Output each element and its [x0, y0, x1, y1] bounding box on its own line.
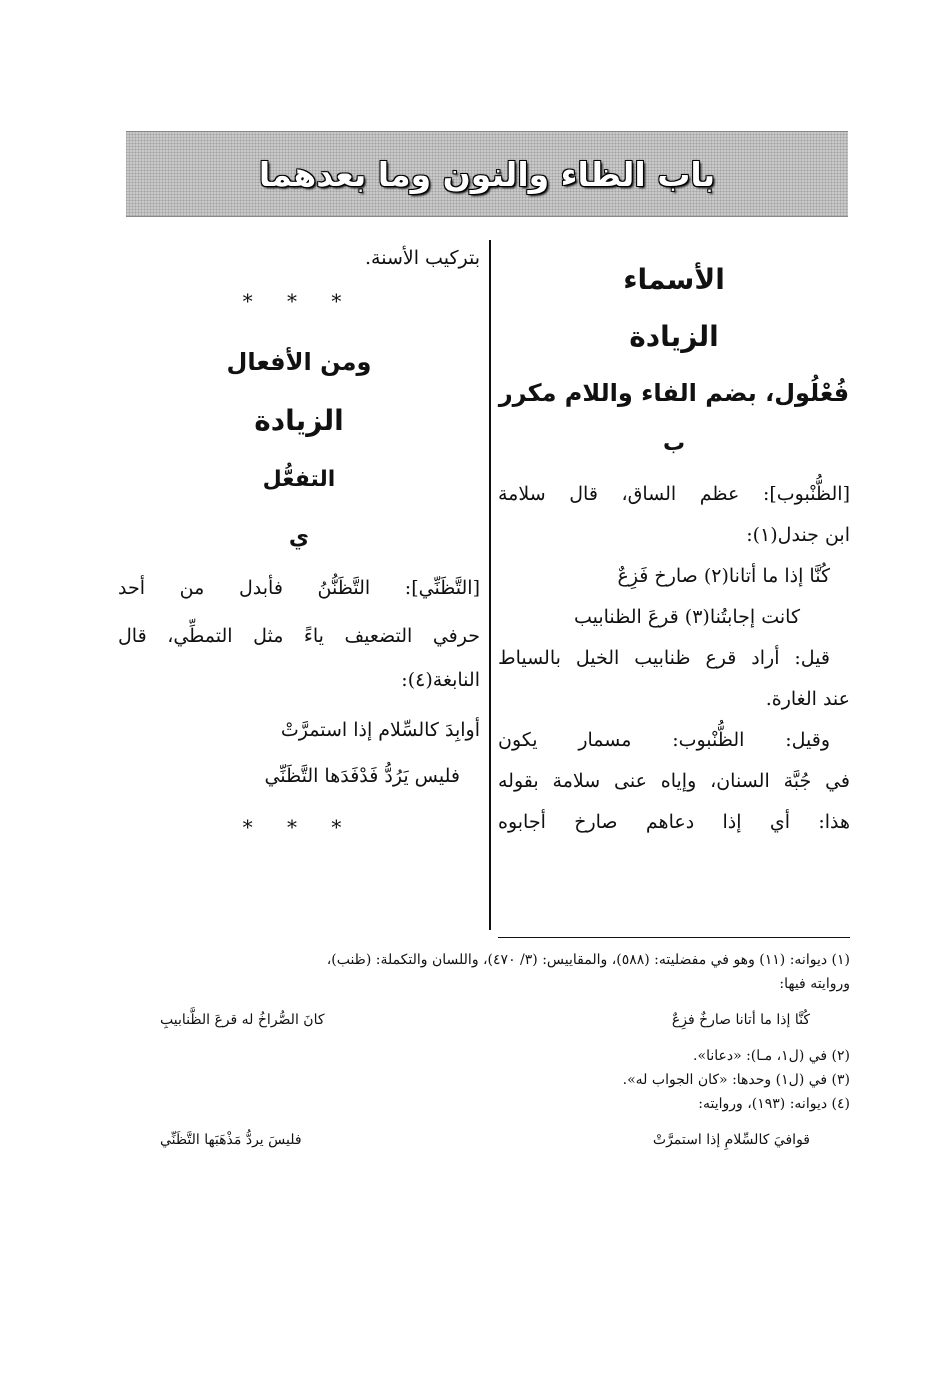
section-heading: الأسماء — [623, 263, 725, 296]
text-line: [التَّظَنِّي]: التَّظَنُّنُ فأبدل من أحد — [118, 577, 480, 599]
pattern-heading: التفعُّل — [262, 467, 336, 492]
verse-line: كانت إجابتُنا(٣) قرعَ الظنابيب — [573, 606, 800, 628]
footnote-3: (٣) في (ل١) وحدها: «كان الجواب له». — [622, 1072, 850, 1088]
text-line: قيل: أراد قرع ظنابيب الخيل بالسياط — [498, 647, 830, 669]
letter-heading: ي — [288, 525, 310, 550]
verse-hemistich: فليسَ يردُّ مَذْهَبَها التَّظَنِّي — [160, 1132, 302, 1148]
text-line: [الظُّنْبوب]: عظم الساق، قال سلامة — [498, 483, 850, 505]
text-line: بتركيب الأسنة. — [365, 247, 480, 269]
column-divider — [489, 240, 491, 930]
verse-hemistich: قوافيَ كالسِّلامِ إذا استمرَّتْ — [652, 1132, 810, 1148]
verse-line: أوابِدَ كالسِّلام إذا استمرَّتْ — [280, 719, 480, 741]
separator-stars: * * * — [242, 289, 356, 313]
footnote-verse — [120, 1116, 850, 1164]
footnote-verse — [120, 996, 850, 1044]
verse-line: كُنَّا إذا ما أتانا(٢) صارخ فَزِعٌ — [617, 565, 830, 587]
footnote-rule — [498, 937, 850, 938]
footnote-1: (١) ديوانه: (١١) وهو في مفضليته: (٥٨٨)، والمقاييس: (٣/ ٤٧٠)، واللسان والتكملة: (ظنب)، — [326, 952, 850, 968]
text-line: عند الغارة. — [765, 688, 850, 710]
pattern-heading: فُعْلُول، بضم الفاء واللام مكرر — [498, 379, 850, 407]
text-line: هذا: أي إذا دعاهم صارخ أجابوه — [498, 811, 850, 833]
left-column — [118, 238, 480, 854]
footnote-4: (٤) ديوانه: (١٩٣)، وروايته: — [698, 1096, 850, 1112]
chapter-title: باب الظاء والنون وما بعدهما — [258, 154, 716, 194]
footnotes — [120, 948, 850, 1164]
chapter-banner — [126, 131, 848, 217]
subsection-heading: الزيادة — [254, 404, 344, 437]
separator-stars: * * * — [242, 815, 356, 839]
section-heading: ومن الأفعال — [226, 348, 372, 376]
letter-heading: ب — [662, 431, 686, 456]
verse-hemistich: كُنَّا إذا ما أتانا صارخٌ فزِعٌ — [671, 1012, 810, 1028]
text-line: حرفي التضعيف ياءً مثل التمطِّي، قال — [118, 625, 480, 647]
text-line: في جُبَّة السنان، وإياه عنى سلامة بقوله — [498, 770, 850, 792]
text-line: ابن جندل(١): — [746, 524, 850, 546]
verse-hemistich: كانَ الصُّراخُ له قرعَ الظَّنابيبِ — [160, 1012, 325, 1028]
text-line: النابغة(٤): — [401, 669, 480, 691]
footnote-2: (٢) في (ل١، مـا): «دعانا». — [693, 1048, 850, 1064]
footnote-1-cont: وروايته فيها: — [779, 976, 850, 992]
subsection-heading: الزيادة — [629, 320, 719, 353]
verse-line: فليس يَرُدُّ فَدْفَدَها التَّظَنِّي — [264, 765, 460, 787]
text-line: وقيل: الظُّنْبوب: مسمار يكون — [498, 729, 830, 751]
right-column — [498, 238, 850, 843]
